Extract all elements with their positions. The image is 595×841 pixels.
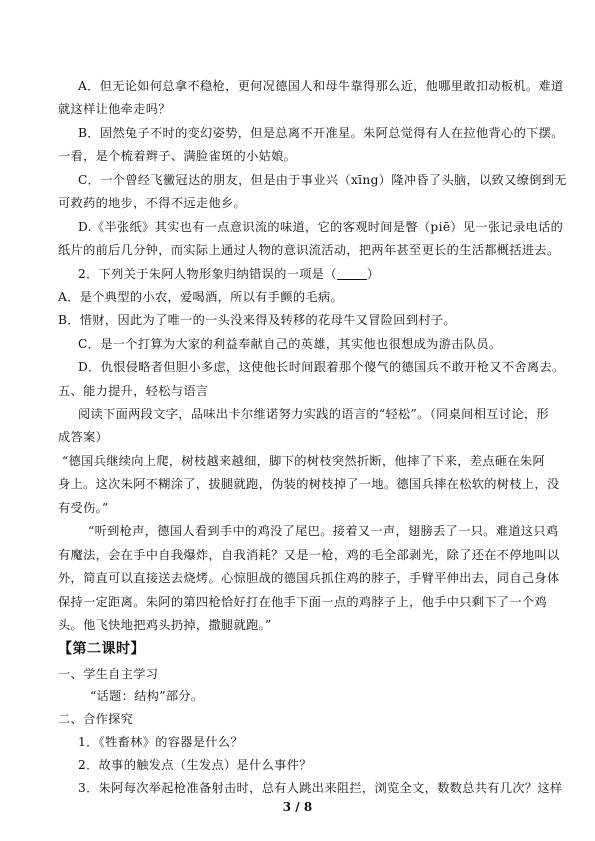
question-2-stem — [78, 266, 568, 282]
passage-2-line-1: “听到枪声，德国人看到手中的鸡没了尾巴。接着又一声，翅膀丢了一只。难道这只鸡 — [88, 524, 559, 538]
section-5-instruction-line-2: 成答案） — [58, 430, 109, 444]
option-c-line-2: 可救药的地步，不得不远走他乡。 — [58, 196, 247, 210]
section-5-title: 五、能力提升，轻松与语言 — [58, 384, 209, 398]
option-c-line-1: C．一个曾经飞黴冠达的朋友，但是由于事业兴（xīng）隆冲昏了头脑，以致又缭倒到无 — [78, 173, 567, 187]
option-d-line-1: D.《半张纸》其实也有一点意识流的味道，它的客观时间是瞥（piē）见一张记录电话的 — [78, 220, 564, 234]
page-number: 3 / 8 — [282, 800, 313, 814]
section-2-question-3: 3．朱阿每次举起枪准备射击时，总有人跳出来阻拦，浏览全文，数数总共有几次？这样 — [78, 781, 563, 795]
passage-2-line-3: 外，简直可以直接送去烧烤。心惊胆战的德国兵抓住鸡的脖子，手臂平伸出去，同自己身体 — [58, 571, 560, 585]
question-2-stem-close: ） — [366, 267, 380, 281]
passage-2-line-2: 有魔法，会在手中自我爆炸，自我消耗？又是一枪，鸡的毛全部剥光，除了还在不停地叫以 — [58, 548, 560, 562]
option-b-line-2: 一看，是个梳着辫子、满脸雀斑的小姑娘。 — [58, 149, 297, 163]
lesson-2-heading: 【第二课时】 — [58, 641, 145, 657]
option-b-line-1: B．固然兔子不时的变幻姿势，但是总离不开准星。朱阿总觉得有人在拉他背心的下摆。 — [78, 126, 564, 140]
question-2-option-c: C．是一个打算为大家的利益奉献自己的英雄，其实他也很想成为游击队员。 — [78, 337, 502, 351]
question-2-option-b: B．惜财，因此为了唯一的一头没来得及转移的花母牛又冒险回到村子。 — [58, 313, 456, 327]
answer-blank[interactable] — [337, 267, 367, 280]
question-2-option-d: D．仇恨侵略者但胆小多虑，这使他长时间跟着那个傻气的德国兵不敢开枪又不舍离去。 — [78, 360, 565, 374]
option-a-line-2: 就这样让他牵走吗？ — [58, 102, 171, 116]
section-5-instruction-line-1: 阅读下面两段文字，品味出卡尔维诺努力实践的语言的“轻松”。（同桌间相互讨论，形 — [78, 407, 549, 421]
passage-2-line-5: 头。他飞快地把鸡头扔掉，撒腿就跑。” — [58, 618, 272, 632]
passage-1-line-2: 身上。这次朱阿不糊涂了，拔腿就跑，伪装的树枝掉了一地。德国兵摔在松软的树枝上，没 — [58, 477, 560, 491]
section-1-title: 一、学生自主学习 — [58, 667, 159, 681]
option-d-line-2: 纸片的前后几分钟，而实际上通过人物的意识流活动，把两年甚至更长的生活都概括进去。 — [58, 243, 560, 257]
section-2-question-2: 2．故事的触发点（生发点）是什么事件？ — [78, 758, 312, 772]
passage-2-line-4: 保持一定距离。朱阿的第四枪恰好打在他手下面一点的鸡脖子上，他手中只剩下了一个鸡 — [58, 595, 547, 609]
question-2-option-a: A．是个典型的小农，爱喝酒，所以有手颤的毛病。 — [58, 290, 343, 304]
passage-1-line-3: 有受伤。” — [58, 501, 109, 515]
section-2-question-1: 1．《牲畜林》的容器是什么？ — [78, 735, 243, 749]
section-1-body: “话题：结构”部分。 — [90, 689, 204, 703]
question-2-stem-text: 2．下列关于朱阿人物形象归纳错误的一项是（ — [78, 267, 337, 281]
option-a-line-1: A．但无论如何总拿不稳枪，更何况德国人和母牛靠得那么近，他哪里敢扣动板机。难道 — [78, 79, 564, 93]
section-2-title: 二、合作探究 — [58, 712, 134, 726]
passage-1-line-1: “德国兵继续向上爬，树枝越来越细，脚下的树枝突然折断，他摔了下来，差点砸在朱阿 — [62, 454, 546, 468]
